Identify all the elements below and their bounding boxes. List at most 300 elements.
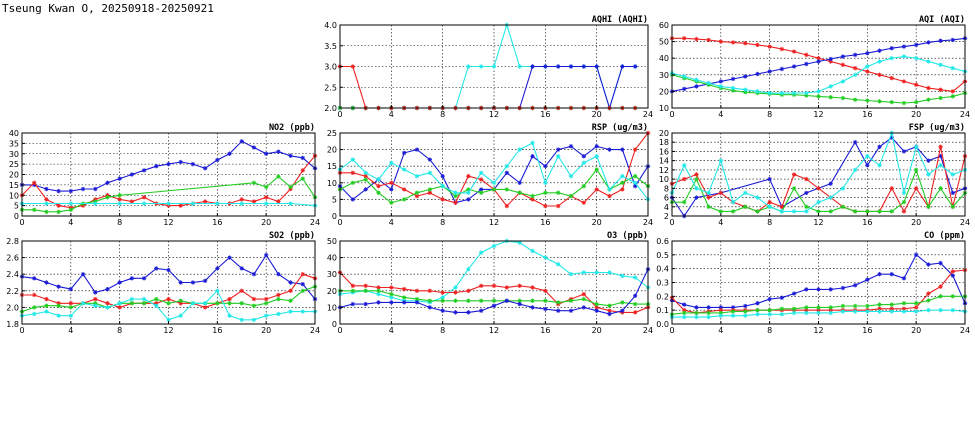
data-point — [215, 301, 219, 305]
y-tick-label: 0.2 — [656, 292, 669, 302]
data-point — [105, 287, 109, 291]
data-point — [166, 297, 170, 301]
data-point — [402, 167, 406, 171]
chart-title: CO (ppm) — [924, 231, 965, 241]
data-point — [780, 296, 784, 300]
data-point — [804, 209, 808, 213]
data-point — [301, 309, 305, 313]
data-point — [264, 297, 268, 301]
data-point — [44, 201, 48, 205]
data-point — [32, 305, 36, 309]
data-point — [620, 174, 624, 178]
data-point — [914, 83, 918, 87]
data-point — [215, 201, 219, 205]
data-point — [926, 298, 930, 302]
data-point — [428, 289, 432, 293]
data-point — [453, 191, 457, 195]
data-point — [505, 187, 509, 191]
data-point — [93, 187, 97, 191]
y-tick-label: 16 — [658, 147, 669, 157]
data-point — [56, 284, 60, 288]
data-point — [389, 300, 393, 304]
x-tick-label: 16 — [862, 218, 873, 227]
data-point — [731, 86, 735, 90]
data-point — [607, 194, 611, 198]
data-point — [543, 191, 547, 195]
data-point — [938, 39, 942, 43]
data-point — [829, 84, 833, 88]
data-point — [829, 311, 833, 315]
data-point — [780, 67, 784, 71]
data-point — [543, 255, 547, 259]
data-point — [44, 280, 48, 284]
data-point — [829, 209, 833, 213]
x-tick-label: 4 — [388, 218, 394, 227]
chart-no2 — [0, 118, 325, 230]
data-point — [32, 181, 36, 185]
y-tick-label: 2.8 — [6, 237, 19, 246]
data-point — [240, 266, 244, 270]
data-point — [466, 191, 470, 195]
data-point — [543, 181, 547, 185]
data-point — [865, 69, 869, 73]
data-point — [804, 311, 808, 315]
data-point — [816, 89, 820, 93]
x-tick-label: 8 — [767, 110, 773, 119]
data-point — [902, 301, 906, 305]
data-point — [731, 209, 735, 213]
data-point — [142, 301, 146, 305]
y-tick-label: 18 — [658, 138, 669, 148]
chart-title: NO2 (ppb) — [268, 123, 315, 133]
data-point — [841, 186, 845, 190]
data-point — [938, 63, 942, 67]
data-point — [829, 305, 833, 309]
y-tick-label: 5 — [13, 201, 19, 211]
data-point — [93, 304, 97, 308]
data-point — [276, 272, 280, 276]
data-point — [914, 253, 918, 257]
data-point — [914, 43, 918, 47]
y-tick-label: 15 — [326, 162, 337, 172]
x-tick-label: 16 — [862, 110, 873, 119]
data-point — [492, 299, 496, 303]
data-point — [914, 309, 918, 313]
x-tick-label: 4 — [718, 326, 724, 335]
data-point — [938, 284, 942, 288]
chart-o3 — [318, 226, 658, 338]
data-point — [682, 315, 686, 319]
data-point — [804, 287, 808, 291]
data-point — [227, 255, 231, 259]
y-tick-label: 0.5 — [656, 250, 669, 260]
data-point — [902, 149, 906, 153]
y-tick-label: 0.1 — [656, 306, 669, 316]
data-point — [466, 267, 470, 271]
x-tick-label: 8 — [767, 326, 773, 335]
data-point — [755, 89, 759, 93]
data-point — [351, 302, 355, 306]
y-tick-label: 0 — [331, 212, 337, 221]
data-point — [117, 305, 121, 309]
data-point — [865, 304, 869, 308]
data-point — [914, 168, 918, 172]
data-point — [743, 205, 747, 209]
x-tick-label: 8 — [440, 110, 446, 119]
data-point — [902, 44, 906, 48]
data-point — [492, 64, 496, 68]
x-tick-label: 4 — [388, 110, 394, 119]
data-point — [240, 197, 244, 201]
data-point — [240, 289, 244, 293]
data-point — [543, 289, 547, 293]
data-point — [706, 305, 710, 309]
data-point — [556, 309, 560, 313]
data-point — [594, 187, 598, 191]
data-point — [731, 200, 735, 204]
data-point — [517, 64, 521, 68]
x-tick-label: 20 — [261, 326, 272, 335]
x-tick-label: 0 — [337, 326, 343, 335]
data-point — [363, 171, 367, 175]
data-point — [743, 304, 747, 308]
y-tick-label: 2.2 — [6, 286, 19, 296]
data-point — [466, 197, 470, 201]
data-point — [556, 147, 560, 151]
data-point — [731, 77, 735, 81]
data-point — [179, 203, 183, 207]
data-point — [351, 171, 355, 175]
data-point — [620, 187, 624, 191]
data-point — [466, 289, 470, 293]
data-point — [914, 56, 918, 60]
data-point — [505, 164, 509, 168]
data-point — [69, 189, 73, 193]
data-point — [288, 309, 292, 313]
chart-title: AQI (AQI) — [918, 15, 965, 25]
y-tick-label: 2.0 — [6, 303, 19, 313]
y-tick-label: 12 — [658, 165, 669, 175]
data-point — [877, 59, 881, 63]
data-point — [479, 309, 483, 313]
data-point — [363, 289, 367, 293]
data-point — [938, 308, 942, 312]
data-point — [633, 64, 637, 68]
data-point — [902, 276, 906, 280]
data-point — [780, 312, 784, 316]
data-point — [154, 266, 158, 270]
x-tick-label: 20 — [591, 326, 602, 335]
data-point — [517, 191, 521, 195]
y-tick-label: 35 — [8, 139, 19, 149]
x-tick-label: 20 — [591, 218, 602, 227]
y-tick-label: 5 — [331, 195, 337, 205]
data-point — [569, 64, 573, 68]
data-point — [252, 297, 256, 301]
data-point — [890, 100, 894, 104]
data-point — [252, 318, 256, 322]
data-point — [938, 88, 942, 92]
data-point — [841, 79, 845, 83]
data-point — [877, 99, 881, 103]
data-point — [505, 204, 509, 208]
data-point — [694, 186, 698, 190]
data-point — [633, 302, 637, 306]
data-point — [517, 284, 521, 288]
data-point — [890, 76, 894, 80]
data-point — [517, 147, 521, 151]
data-point — [792, 291, 796, 295]
data-point — [264, 253, 268, 257]
data-point — [402, 287, 406, 291]
data-point — [731, 309, 735, 313]
grid — [22, 241, 315, 324]
data-point — [56, 203, 60, 207]
data-point — [203, 305, 207, 309]
data-point — [93, 290, 97, 294]
data-point — [351, 197, 355, 201]
data-point — [428, 305, 432, 309]
data-point — [179, 314, 183, 318]
y-tick-label: 2.6 — [6, 253, 19, 263]
data-point — [902, 309, 906, 313]
data-point — [492, 304, 496, 308]
data-point — [203, 166, 207, 170]
data-point — [215, 289, 219, 293]
data-point — [890, 56, 894, 60]
data-point — [877, 163, 881, 167]
data-point — [865, 309, 869, 313]
data-point — [179, 160, 183, 164]
data-point — [780, 209, 784, 213]
data-point — [69, 208, 73, 212]
data-point — [792, 307, 796, 311]
data-point — [415, 191, 419, 195]
data-point — [607, 147, 611, 151]
data-point — [301, 289, 305, 293]
x-tick-label: 24 — [642, 326, 654, 335]
chart-aqi — [650, 10, 975, 122]
y-tick-label: 0.6 — [656, 237, 669, 246]
data-point — [466, 299, 470, 303]
y-tick-label: 8 — [663, 184, 669, 194]
data-point — [914, 186, 918, 190]
x-tick-label: 0 — [19, 326, 25, 335]
data-point — [951, 66, 955, 70]
data-point — [582, 270, 586, 274]
data-point — [865, 278, 869, 282]
chart-aqhi — [318, 10, 658, 122]
data-point — [530, 194, 534, 198]
data-point — [902, 79, 906, 83]
data-point — [428, 157, 432, 161]
data-point — [865, 98, 869, 102]
data-point — [117, 201, 121, 205]
data-point — [719, 158, 723, 162]
data-point — [276, 312, 280, 316]
data-point — [351, 181, 355, 185]
data-point — [440, 290, 444, 294]
data-point — [865, 51, 869, 55]
y-tick-label: 6 — [663, 193, 669, 203]
data-point — [841, 54, 845, 58]
data-point — [926, 59, 930, 63]
data-point — [951, 294, 955, 298]
data-point — [117, 176, 121, 180]
data-point — [556, 191, 560, 195]
data-point — [682, 177, 686, 181]
data-point — [479, 191, 483, 195]
y-tick-label: 30 — [8, 149, 19, 159]
data-point — [130, 297, 134, 301]
data-point — [389, 181, 393, 185]
x-tick-label: 12 — [813, 110, 824, 119]
data-point — [594, 270, 598, 274]
x-tick-label: 0 — [337, 110, 343, 119]
data-point — [240, 318, 244, 322]
data-point — [389, 285, 393, 289]
data-point — [142, 195, 146, 199]
data-point — [804, 205, 808, 209]
y-tick-label: 40 — [326, 253, 337, 263]
data-point — [890, 272, 894, 276]
data-point — [792, 209, 796, 213]
data-point — [44, 297, 48, 301]
data-point — [682, 200, 686, 204]
y-tick-label: 2.5 — [324, 83, 337, 93]
data-point — [69, 201, 73, 205]
x-tick-label: 20 — [591, 110, 602, 119]
data-point — [755, 301, 759, 305]
data-point — [853, 98, 857, 102]
y-tick-label: 30 — [326, 270, 337, 280]
data-point — [44, 304, 48, 308]
data-point — [69, 287, 73, 291]
data-point — [264, 195, 268, 199]
data-point — [890, 46, 894, 50]
x-tick-label: 4 — [68, 218, 74, 227]
data-point — [376, 289, 380, 293]
data-point — [582, 184, 586, 188]
data-point — [877, 209, 881, 213]
data-point — [694, 84, 698, 88]
data-point — [938, 294, 942, 298]
data-point — [804, 62, 808, 66]
data-point — [240, 201, 244, 205]
data-point — [479, 177, 483, 181]
data-point — [719, 191, 723, 195]
data-point — [731, 314, 735, 318]
data-point — [440, 174, 444, 178]
data-point — [56, 210, 60, 214]
data-point — [731, 40, 735, 44]
data-point — [594, 64, 598, 68]
data-point — [453, 299, 457, 303]
data-point — [951, 172, 955, 176]
data-point — [594, 144, 598, 148]
data-point — [816, 59, 820, 63]
x-tick-label: 20 — [261, 218, 272, 227]
data-point — [792, 91, 796, 95]
data-point — [105, 195, 109, 199]
data-point — [440, 184, 444, 188]
data-point — [117, 193, 121, 197]
y-tick-label: 10 — [658, 175, 669, 185]
chart-title: O3 (ppb) — [607, 231, 648, 241]
data-point — [191, 162, 195, 166]
data-point — [767, 312, 771, 316]
data-point — [543, 164, 547, 168]
data-point — [556, 154, 560, 158]
y-tick-label: 1.8 — [6, 320, 19, 329]
data-point — [938, 145, 942, 149]
data-point — [682, 163, 686, 167]
y-tick-label: 60 — [658, 21, 669, 30]
data-point — [865, 163, 869, 167]
data-point — [633, 275, 637, 279]
data-point — [633, 174, 637, 178]
data-point — [914, 100, 918, 104]
x-tick-label: 16 — [540, 110, 551, 119]
data-point — [227, 297, 231, 301]
x-tick-label: 8 — [117, 218, 123, 227]
data-point — [951, 205, 955, 209]
data-point — [376, 300, 380, 304]
data-point — [44, 210, 48, 214]
data-point — [44, 187, 48, 191]
data-point — [363, 177, 367, 181]
y-tick-label: 50 — [326, 237, 337, 246]
data-point — [792, 64, 796, 68]
y-tick-label: 20 — [658, 87, 669, 97]
data-point — [853, 209, 857, 213]
data-point — [415, 289, 419, 293]
data-point — [81, 187, 85, 191]
data-point — [853, 304, 857, 308]
data-point — [530, 285, 534, 289]
y-tick-label: 20 — [8, 170, 19, 180]
y-tick-label: 40 — [8, 129, 19, 138]
data-point — [853, 66, 857, 70]
data-point — [829, 182, 833, 186]
y-tick-label: 20 — [658, 129, 669, 138]
data-point — [890, 302, 894, 306]
data-point — [543, 204, 547, 208]
x-tick-label: 20 — [911, 110, 922, 119]
data-point — [951, 89, 955, 93]
data-point — [594, 302, 598, 306]
data-point — [130, 301, 134, 305]
data-point — [453, 310, 457, 314]
data-point — [755, 209, 759, 213]
data-point — [105, 181, 109, 185]
data-point — [252, 304, 256, 308]
data-point — [130, 172, 134, 176]
data-point — [44, 197, 48, 201]
data-point — [853, 53, 857, 57]
data-point — [767, 205, 771, 209]
data-point — [530, 299, 534, 303]
data-point — [440, 197, 444, 201]
x-tick-label: 0 — [669, 326, 675, 335]
data-point — [556, 262, 560, 266]
data-point — [530, 64, 534, 68]
x-tick-label: 16 — [862, 326, 873, 335]
data-point — [351, 289, 355, 293]
x-tick-label: 24 — [309, 326, 321, 335]
data-point — [264, 152, 268, 156]
data-point — [607, 312, 611, 316]
